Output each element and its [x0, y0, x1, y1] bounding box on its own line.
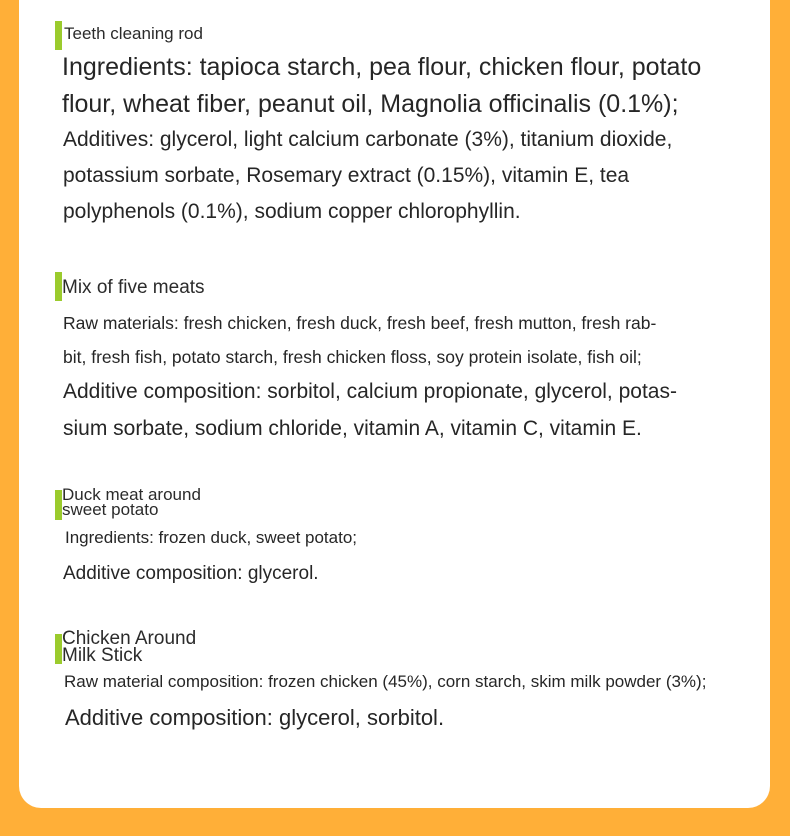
section-marker — [55, 490, 62, 520]
ingredient-line: Raw material composition: frozen chicken (45%), corn starch, skim milk powder (3%); — [64, 672, 707, 691]
additive-line: Additive composition: glycerol. — [63, 563, 319, 584]
additive-line: Additive composition: glycerol, sorbitol. — [65, 705, 445, 730]
additive-line: potassium sorbate, Rosemary extract (0.15%), vitamin E, tea — [63, 164, 630, 187]
section-title-line: Chicken Around — [62, 628, 197, 649]
bottom-band — [0, 836, 790, 840]
ingredient-line: flour, wheat fiber, peanut oil, Magnolia officinalis (0.1%); — [62, 90, 679, 118]
ingredient-line: Ingredients: tapioca starch, pea flour, chicken flour, potato — [62, 53, 702, 81]
additive-line: sium sorbate, sodium chloride, vitamin A, vitamin C, vitamin E. — [63, 417, 642, 440]
section-marker — [55, 272, 62, 301]
additive-line: Additive composition: sorbitol, calcium propionate, glycerol, potas- — [63, 380, 677, 403]
ingredient-line: Raw materials: fresh chicken, fresh duck, fresh beef, fresh mutton, fresh rab- — [63, 313, 657, 333]
section-marker — [55, 21, 62, 50]
section-marker — [55, 634, 62, 664]
additive-line: polyphenols (0.1%), sodium copper chlorophyllin. — [63, 200, 521, 223]
additive-line: Additives: glycerol, light calcium carbonate (3%), titanium dioxide, — [63, 128, 673, 151]
ingredient-line: bit, fresh fish, potato starch, fresh chicken floss, soy protein isolate, fish oil; — [63, 347, 642, 367]
ingredient-line: Ingredients: frozen duck, sweet potato; — [65, 528, 358, 547]
section-title: Teeth cleaning rod — [64, 24, 203, 43]
section-title: Mix of five meats — [62, 277, 205, 298]
section-title-line: Duck meat around — [62, 485, 201, 504]
section-title-line: sweet potato — [62, 500, 159, 519]
section-title-line: Milk Stick — [62, 645, 143, 666]
